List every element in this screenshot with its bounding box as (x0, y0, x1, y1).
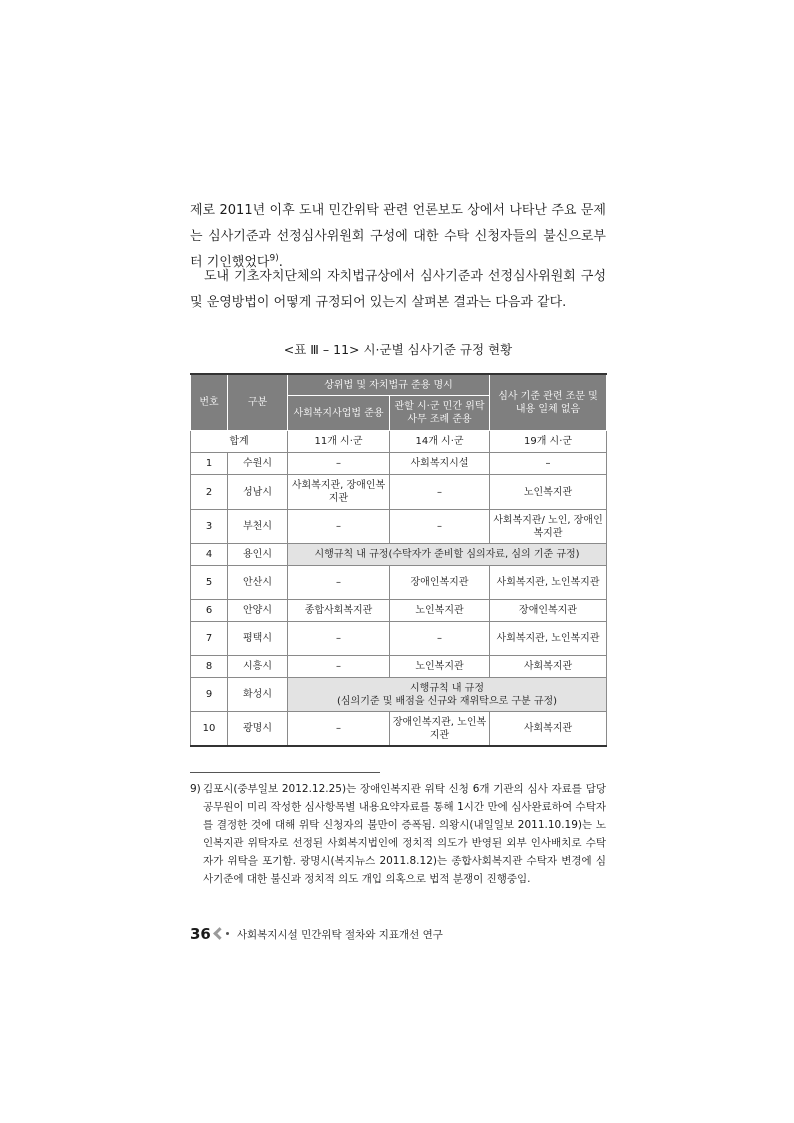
row-col3: 사회복지관/ 노인, 장애인복지관 (490, 510, 607, 544)
footnote-text: 김포시(중부일보 2012.12.25)는 장애인복지관 위탁 신청 6개 기관의 심사 자료를 담당 공무원이 미리 작성한 심사항목별 내용요약자료를 통해 1시간 만에 심사완료하여 수탁자를 결정한 것에 대해 위탁 신청자의 불만이 증폭됨. 의왕시(내일일보 2011.10.19)는 노인복지관 위탁자로 선정된 사회복지법인에 정치적 의도가 반영된 외부 인사배치로 수탁자가 위탁을 포기함. 광명시(복지뉴스 2011.8.12)는 종합사회복지관 수탁자 변경에 심사기준에 대한 불신과 정치적 의도 개입 의혹으로 법적 분쟁이 진행중임. (203, 783, 606, 885)
table-row (191, 678, 607, 712)
row-merged (288, 678, 607, 712)
table-row (191, 544, 607, 566)
row-city: 부천시 (228, 510, 288, 544)
row-no: 2 (191, 475, 228, 510)
footnote-divider (190, 772, 380, 773)
header-group: 상위법 및 자치법규 준용 명시 (288, 374, 490, 396)
summary-col3: 19개 시·군 (490, 431, 607, 453)
row-city: 안양시 (228, 600, 288, 622)
header-col3: 심사 기준 관련 조문 및 내용 일체 없음 (490, 374, 607, 431)
header-no: 번호 (191, 374, 228, 431)
row-col1: – (288, 510, 390, 544)
row-col2: 노인복지관 (390, 656, 490, 678)
row-city: 화성시 (228, 678, 288, 712)
summary-col1: 11개 시·군 (288, 431, 390, 453)
row-city: 성남시 (228, 475, 288, 510)
body-paragraph-2: 도내 기초자치단체의 자치법규상에서 심사기준과 선정심사위원회 구성 및 운영방법이 어떻게 규정되어 있는지 살펴본 결과는 다음과 같다. (190, 269, 606, 310)
row-city: 안산시 (228, 566, 288, 600)
table-row (191, 712, 607, 747)
table-row (191, 622, 607, 656)
table-header-row (191, 374, 607, 396)
header-col1: 사회복지사업법 준용 (288, 396, 390, 431)
row-col2: 노인복지관 (390, 600, 490, 622)
footnote (190, 780, 606, 888)
row-city: 용인시 (228, 544, 288, 566)
row-city: 수원시 (228, 453, 288, 475)
summary-row (191, 431, 607, 453)
paragraph-1-text: 제로 2011년 이후 도내 민간위탁 관련 언론보도 상에서 나타난 주요 문제는 심사기준과 선정심사위원회 구성에 대한 수탁 신청자들의 불신으로부터 기인했었다 (190, 203, 606, 270)
row-col2: 장애인복지관 (390, 566, 490, 600)
row-col3: 사회복지관, 노인복지관 (490, 622, 607, 656)
row-merged: 시행규칙 내 규정(수탁자가 준비할 심의자료, 심의 기준 규정) (288, 544, 607, 566)
chevron-left-icon (215, 928, 231, 940)
row-col1: – (288, 656, 390, 678)
running-title: 사회복지시설 민간위탁 절차와 지표개선 연구 (236, 928, 443, 941)
table-row (191, 510, 607, 544)
row-col1: – (288, 622, 390, 656)
table-row (191, 566, 607, 600)
table-caption: <표 Ⅲ – 11> 시·군별 심사기준 규정 현황 (283, 342, 513, 357)
row-col2: 사회복지시설 (390, 453, 490, 475)
row-city: 평택시 (228, 622, 288, 656)
row-col2: – (390, 622, 490, 656)
row-city: 광명시 (228, 712, 288, 747)
row-col3: 장애인복지관 (490, 600, 607, 622)
row-col1: – (288, 453, 390, 475)
row-no: 4 (191, 544, 228, 566)
row-no: 9 (191, 678, 228, 712)
row-col3: – (490, 453, 607, 475)
row-city: 시흥시 (228, 656, 288, 678)
row-no: 1 (191, 453, 228, 475)
row-col1: 사회복지관, 장애인복지관 (288, 475, 390, 510)
table-row (191, 475, 607, 510)
table-row (191, 600, 607, 622)
row-col3: 사회복지관, 노인복지관 (490, 566, 607, 600)
city-criteria-table (190, 373, 607, 747)
row-no: 8 (191, 656, 228, 678)
row-col2: – (390, 510, 490, 544)
row-col1: – (288, 712, 390, 747)
row-no: 5 (191, 566, 228, 600)
row-col2: – (390, 475, 490, 510)
row-col3: 노인복지관 (490, 475, 607, 510)
table-row (191, 453, 607, 475)
row-col2: 장애인복지관, 노인복지관 (390, 712, 490, 747)
page-footer (190, 923, 606, 945)
header-category: 구분 (228, 374, 288, 431)
footnote-reference[interactable]: 9) (269, 253, 279, 264)
row-no: 3 (191, 510, 228, 544)
row-no: 10 (191, 712, 228, 747)
summary-label: 합계 (191, 431, 288, 453)
page-number: 36 (190, 925, 211, 943)
footnote-number: 9) (190, 783, 201, 795)
row-col3: 사회복지관 (490, 712, 607, 747)
row-no: 6 (191, 600, 228, 622)
table-row (191, 656, 607, 678)
row-merged-line2: (심의기준 및 배점을 신규와 재위탁으로 구분 규정) (336, 695, 558, 707)
row-col3: 사회복지관 (490, 656, 607, 678)
row-merged-line1: 시행규칙 내 규정 (410, 682, 484, 694)
paragraph-1-end: . (278, 255, 283, 270)
row-col1: – (288, 566, 390, 600)
row-no: 7 (191, 622, 228, 656)
summary-col2: 14개 시·군 (390, 431, 490, 453)
header-col2: 관할 시·군 민간 위탁 사무 조례 준용 (390, 396, 490, 431)
row-col1: 종합사회복지관 (288, 600, 390, 622)
